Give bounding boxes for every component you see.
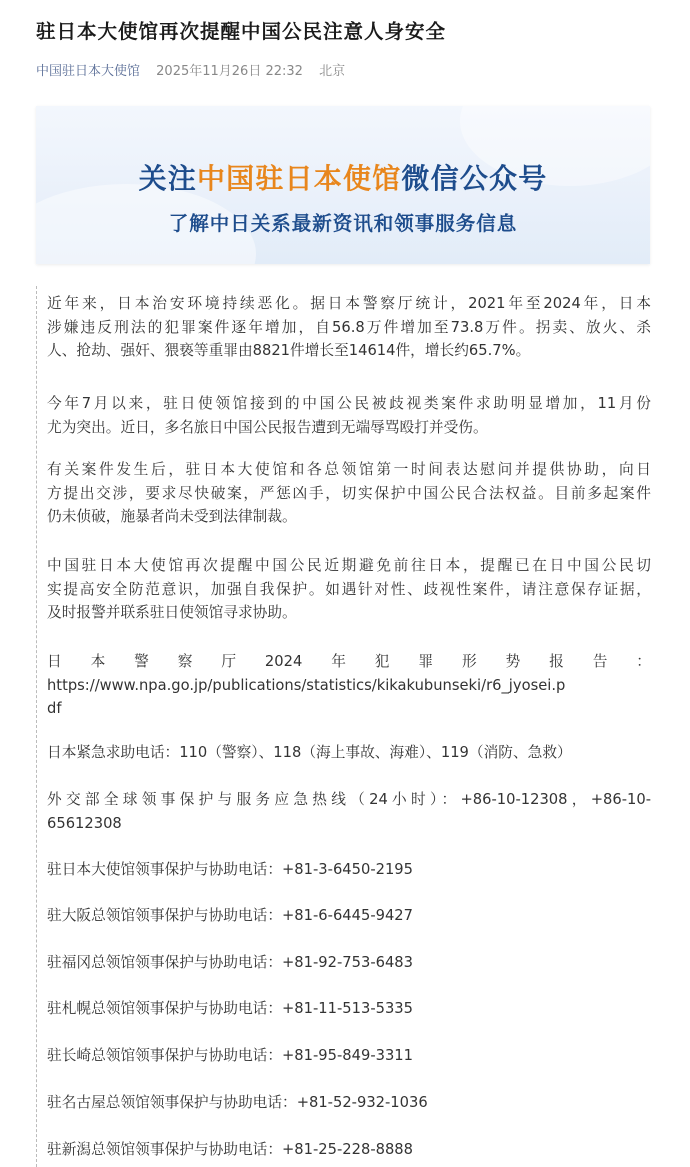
banner-headline xyxy=(36,157,650,197)
contact-line xyxy=(37,951,651,975)
paragraph-line: 今年7月以来，驻日使领馆接到的中国公民被歧视类案件求助明显增加，11月份 xyxy=(47,395,651,412)
paragraph-line: 驻长崎总领馆领事保护与协助电话：+81-95-849-3311 xyxy=(47,1047,413,1064)
hotline-paragraph xyxy=(37,788,651,835)
paragraph-line: 驻福冈总领馆领事保护与协助电话：+81-92-753-6483 xyxy=(47,954,413,971)
body-paragraph xyxy=(37,458,651,529)
paragraph-line: 尤为突出。近日，多名旅日中国公民报告遭到无端辱骂殴打并受伤。 xyxy=(47,418,488,436)
paragraph-line: 外交部全球领事保护与服务应急热线（24小时）：+86-10-12308，+86-10- xyxy=(47,791,651,808)
paragraph-line: 实提高安全防范意识，加强自我保护。如遇针对性、歧视性案件，请注意保存证据， xyxy=(47,580,651,598)
contact-line xyxy=(37,997,651,1021)
article-body xyxy=(36,286,651,1167)
paragraph-line: 驻大阪总领馆领事保护与协助电话：+81-6-6445-9427 xyxy=(47,907,413,924)
paragraph-line: 日本紧急求助电话：110（警察）、118（海上事故、海难）、119（消防、急救） xyxy=(47,744,572,761)
article-title: 驻日本大使馆再次提醒中国公民注意人身安全 xyxy=(36,20,447,43)
paragraph-line: 日 本 警 察 厅 2024 年 犯 罪 形 势 报 告 ： xyxy=(47,653,651,670)
publish-location: 北京 xyxy=(319,64,346,79)
paragraph-line: 及时报警并联系驻日使领馆寻求协助。 xyxy=(47,604,297,621)
paragraph-line: 人、抢劫、强奸、猥亵等重罪由8821件增长至14614件，增长约65.7%。 xyxy=(47,342,531,359)
contact-line xyxy=(37,904,651,928)
paragraph-line: 驻札幌总领馆领事保护与协助电话：+81-11-513-5335 xyxy=(47,1000,413,1017)
body-paragraph xyxy=(37,392,651,439)
banner-headline-suffix: 微信公众号 xyxy=(401,162,548,195)
follow-banner-image[interactable] xyxy=(36,106,650,264)
banner-subheadline: 了解中日关系最新资讯和领事服务信息 xyxy=(168,212,518,235)
publish-date: 2025年11月26日 22:32 xyxy=(156,64,303,79)
contact-line xyxy=(37,858,651,882)
article-meta xyxy=(36,60,345,79)
body-paragraph xyxy=(37,292,651,363)
report-url-link[interactable]: https://www.npa.go.jp/publications/statistics/kikakubunseki/r6_jyosei.p xyxy=(47,676,566,694)
paragraph-line: 有关案件发生后，驻日本大使馆和各总领馆第一时间表达慰问并提供协助，向日 xyxy=(47,461,651,478)
paragraph-line: 中国驻日本大使馆再次提醒中国公民近期避免前往日本，提醒已在日中国公民切 xyxy=(47,557,651,574)
paragraph-line: 仍未侦破，施暴者尚未受到法律制裁。 xyxy=(47,508,297,525)
paragraph-line: 驻新潟总领馆领事保护与协助电话：+81-25-228-8888 xyxy=(47,1141,413,1158)
report-url-link[interactable]: df xyxy=(47,700,62,717)
contact-line xyxy=(37,1138,651,1162)
body-paragraph xyxy=(37,554,651,625)
paragraph-line: 涉嫌违反刑法的犯罪案件逐年增加，自56.8万件增加至73.8万件。拐卖、放火、杀 xyxy=(47,318,651,336)
paragraph-line: 近年来，日本治安环境持续恶化。据日本警察厅统计，2021年至2024年，日本 xyxy=(47,295,651,312)
contact-line xyxy=(37,1044,651,1068)
banner-headline-highlight: 中国驻日本使馆 xyxy=(196,162,402,195)
account-name-link[interactable]: 中国驻日本大使馆 xyxy=(36,64,141,79)
contact-line xyxy=(37,1091,651,1115)
emergency-numbers-paragraph xyxy=(37,741,651,765)
paragraph-line: 65612308 xyxy=(47,814,122,832)
paragraph-line: 方提出交涉，要求尽快破案，严惩凶手，切实保护中国公民合法权益。目前多起案件 xyxy=(47,484,651,502)
report-link-paragraph xyxy=(37,650,651,721)
banner-headline-prefix: 关注 xyxy=(138,162,197,195)
paragraph-line: 驻名古屋总领馆领事保护与协助电话：+81-52-932-1036 xyxy=(47,1094,428,1111)
paragraph-line: 驻日本大使馆领事保护与协助电话：+81-3-6450-2195 xyxy=(47,861,413,878)
